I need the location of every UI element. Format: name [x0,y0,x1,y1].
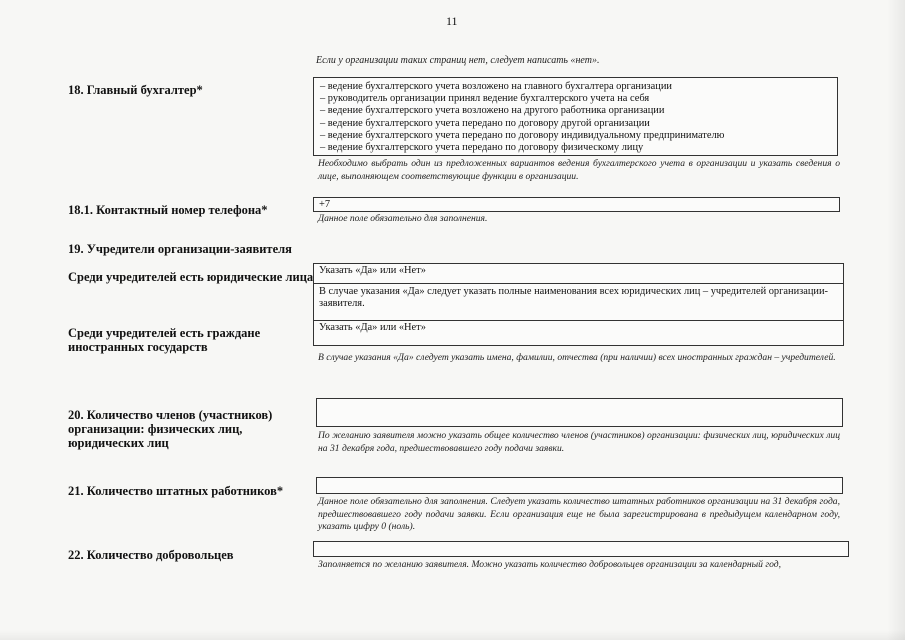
label-volunteers-count: 22. Количество добровольцев [68,548,234,562]
label-contact-phone: 18.1. Контактный номер телефона* [68,203,268,217]
members-count-field[interactable] [316,398,843,427]
legal-founders-names-field[interactable]: В случае указания «Да» следует указать полные наименования всех юридических лиц – учредителей организации-заявителя. [319,286,828,310]
top-note: Если у организации таких страниц нет, следует написать «нет». [316,55,600,66]
page-number: 11 [446,14,458,28]
contact-phone-field[interactable]: +7 [313,197,840,212]
option-chief-accountant[interactable]: – ведение бухгалтерского учета возложено на главного бухгалтера организации [320,81,672,92]
label-chief-accountant: 18. Главный бухгалтер* [68,83,203,97]
label-founders: 19. Учредители организации-заявителя [68,242,292,256]
label-legal-founders: Среди учредителей есть юридические лица [68,270,314,284]
option-individual-person[interactable]: – ведение бухгалтерского учета передано по договору физическому лицу [320,142,644,154]
foreign-founders-note: В случае указания «Да» следует указать имена, фамилии, отчества (при наличии) всех иностранных граждан – учредителей. [318,352,836,363]
staff-count-field[interactable] [316,477,843,494]
option-other-organization[interactable]: – ведение бухгалтерского учета передано по договору другой организации [320,117,650,129]
contact-phone-note: Данное поле обязательно для заполнения. [318,213,488,224]
label-staff-count: 21. Количество штатных работников* [68,484,284,498]
chief-accountant-note: Необходимо выбрать один из предложенных вариантов ведения бухгалтерского учета в организации и указать сведения о лице, выполняющем соответствующие функции в организации. [318,158,840,182]
scan-shadow-bottom [0,630,905,640]
option-other-employee[interactable]: – ведение бухгалтерского учета возложено на другого работника организации [320,105,665,117]
members-count-note: По желанию заявителя можно указать общее количество членов (участников) организации: физических лиц, юридических лиц на 31 декабря года, предшествовавшего году подачи заявки. [318,430,840,454]
legal-founders-box [313,263,844,321]
legal-founders-field[interactable]: Указать «Да» или «Нет» [314,264,843,284]
chief-accountant-options[interactable] [313,77,838,156]
scan-shadow-right [887,0,905,640]
staff-count-note: Данное поле обязательно для заполнения. Следует указать количество штатных работников организации на 31 декабря года, предшествовавшего году подачи заявки. Если организация еще не была зарегистрирована в предыдущем календарном году, указать цифру 0 (ноль). [318,496,840,532]
label-foreign-founders: Среди учредителей есть граждане иностранных государств [68,326,261,354]
label-members-count: 20. Количество членов (участников) организации: физических лиц, юридических лиц [68,408,273,450]
option-head-of-org[interactable]: – руководитель организации принял ведение бухгалтерского учета на себя [320,93,650,105]
option-individual-entrepreneur[interactable]: – ведение бухгалтерского учета передано по договору индивидуальному предпринимателю [320,129,725,141]
volunteers-count-note: Заполняется по желанию заявителя. Можно указать количество добровольцев организации за календарный год, [318,559,782,570]
foreign-founders-field[interactable]: Указать «Да» или «Нет» [313,320,844,346]
volunteers-count-field[interactable] [313,541,849,557]
